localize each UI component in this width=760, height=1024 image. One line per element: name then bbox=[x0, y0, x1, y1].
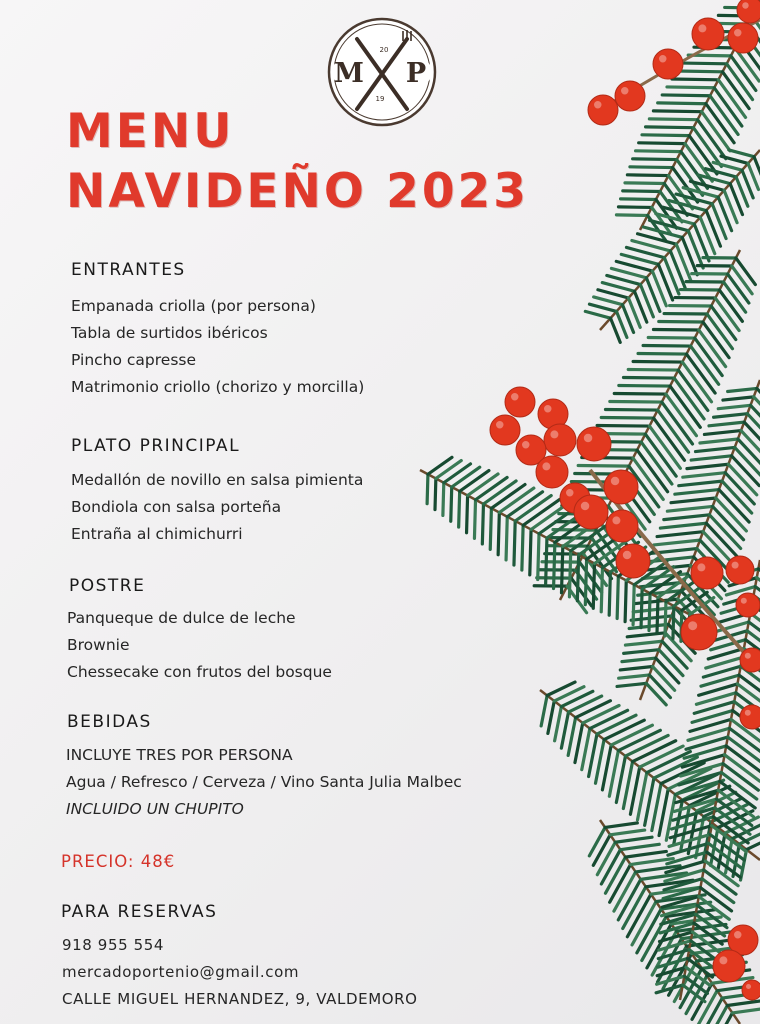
menu-item: Tabla de surtidos ibéricos bbox=[71, 324, 268, 342]
red-berry bbox=[681, 614, 717, 650]
red-berry bbox=[490, 415, 520, 445]
red-berry bbox=[742, 980, 760, 1000]
menu-item: Pincho capresse bbox=[71, 351, 197, 369]
section-heading-entrantes: ENTRANTES bbox=[71, 260, 186, 280]
red-berry bbox=[713, 950, 745, 982]
menu-price: PRECIO: 48€ bbox=[61, 852, 176, 871]
red-berry bbox=[588, 95, 618, 125]
bebidas-list bbox=[66, 742, 462, 823]
logo-year-top: 20 bbox=[379, 46, 389, 54]
menu-item: Agua / Refresco / Cerveza / Vino Santa Julia Malbec bbox=[66, 773, 462, 791]
menu-title-line-2: NAVIDEÑO 2023 bbox=[66, 164, 529, 219]
fir-branch bbox=[589, 820, 760, 1024]
postre-list bbox=[67, 605, 332, 686]
red-berry bbox=[692, 18, 724, 50]
red-berry bbox=[544, 424, 576, 456]
red-berry bbox=[740, 705, 760, 729]
logo-year-bottom: 19 bbox=[375, 95, 385, 103]
red-berry bbox=[728, 23, 758, 53]
menu-item: INCLUYE TRES POR PERSONA bbox=[66, 746, 293, 764]
red-berry bbox=[604, 470, 638, 504]
menu-item: Brownie bbox=[67, 636, 130, 654]
menu-item: Medallón de novillo en salsa pimienta bbox=[71, 471, 364, 489]
red-berry bbox=[737, 0, 760, 23]
red-berry bbox=[616, 544, 650, 578]
section-heading-bebidas: BEBIDAS bbox=[67, 712, 152, 732]
reservations-phone: 918 955 554 bbox=[62, 936, 165, 954]
red-berry bbox=[653, 49, 683, 79]
plato-principal-list bbox=[71, 467, 363, 548]
red-berry bbox=[615, 81, 645, 111]
red-berry bbox=[606, 510, 638, 542]
reservations-heading: PARA RESERVAS bbox=[61, 902, 218, 922]
red-berry bbox=[577, 427, 611, 461]
menu-item: Bondiola con salsa porteña bbox=[71, 498, 282, 516]
logo-letter-p: P bbox=[405, 58, 427, 89]
entrantes-list bbox=[71, 293, 364, 401]
logo-letter-m: M bbox=[334, 58, 364, 89]
reservations-address: CALLE MIGUEL HERNANDEZ, 9, VALDEMORO bbox=[62, 990, 418, 1008]
red-berry bbox=[691, 557, 723, 589]
red-berry bbox=[740, 648, 760, 672]
red-berry bbox=[574, 495, 608, 529]
reservations-email: mercadoportenio@gmail.com bbox=[62, 963, 300, 981]
section-heading-postre: POSTRE bbox=[69, 576, 146, 596]
menu-item: Entraña al chimichurri bbox=[71, 525, 243, 543]
restaurant-logo bbox=[327, 17, 437, 127]
menu-item: Panqueque de dulce de leche bbox=[67, 609, 296, 627]
red-berry bbox=[505, 387, 535, 417]
menu-title-line-1: MENU bbox=[66, 104, 235, 159]
menu-item-note: INCLUIDO UN CHUPITO bbox=[66, 800, 244, 818]
section-heading-plato-principal: PLATO PRINCIPAL bbox=[71, 436, 241, 456]
red-berry bbox=[536, 456, 568, 488]
red-berry bbox=[736, 593, 760, 617]
red-berry bbox=[726, 556, 754, 584]
menu-item: Chessecake con frutos del bosque bbox=[67, 663, 332, 681]
menu-item: Matrimonio criollo (chorizo y morcilla) bbox=[71, 378, 365, 396]
menu-item: Empanada criolla (por persona) bbox=[71, 297, 316, 315]
